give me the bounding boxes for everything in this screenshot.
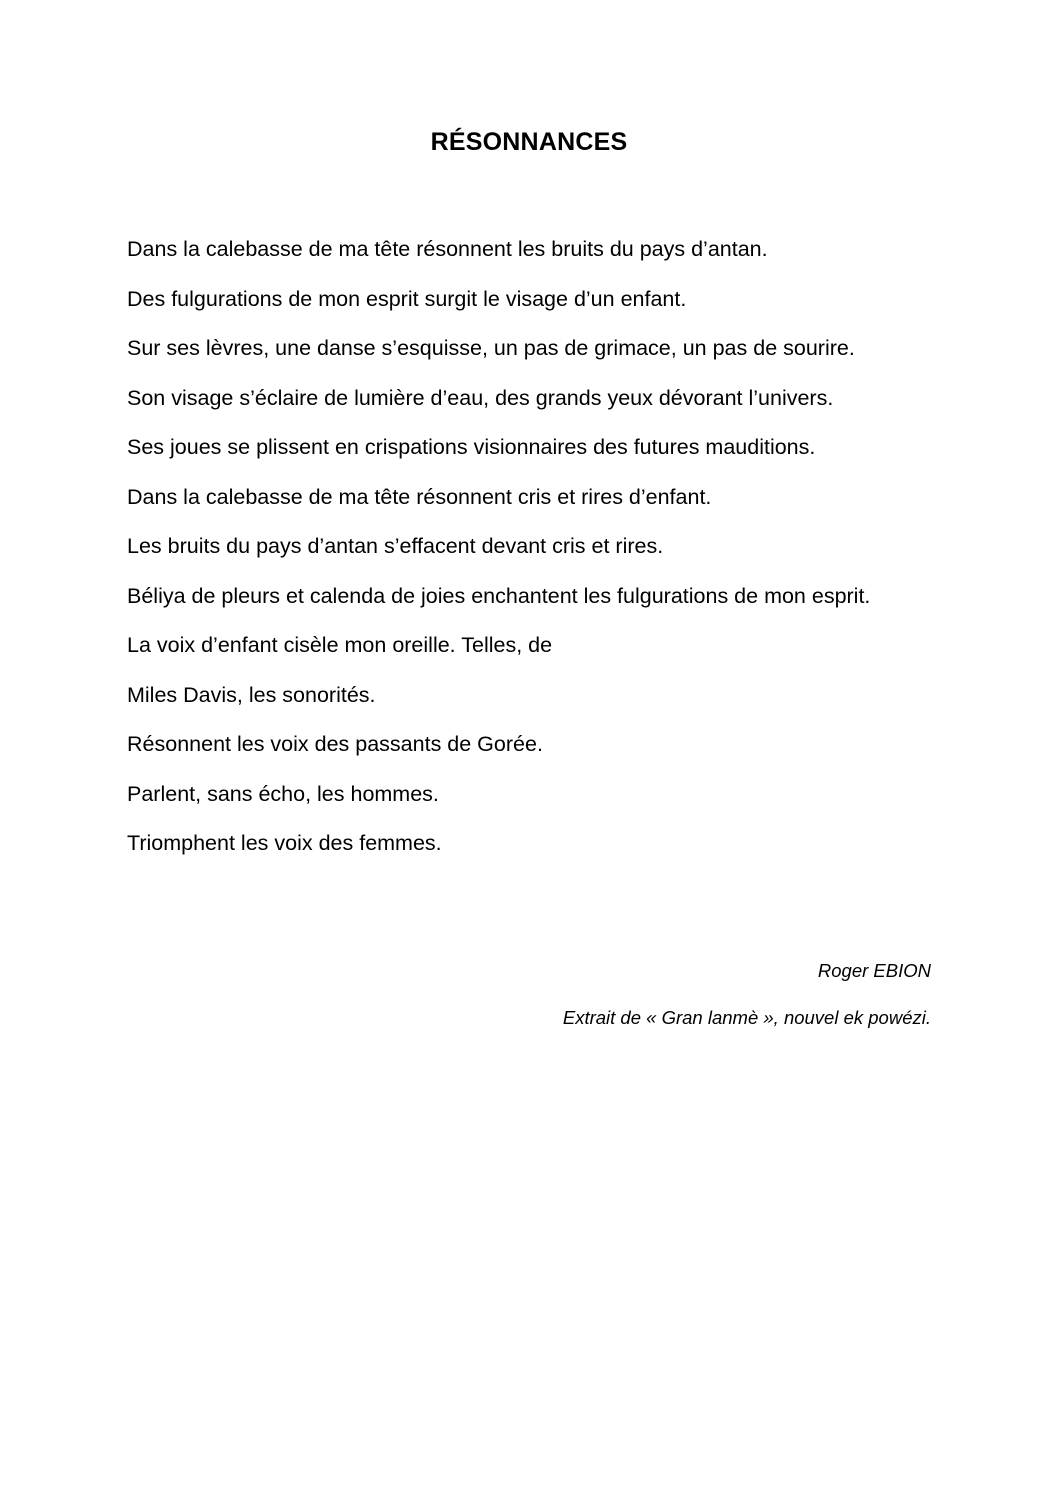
poem-title: RÉSONNANCES bbox=[430, 128, 628, 156]
poem-line: Dans la calebasse de ma tête résonnent les bruits du pays d’antan. bbox=[127, 237, 768, 261]
poem-line: Béliya de pleurs et calenda de joies enchantent les fulgurations de mon esprit. bbox=[127, 583, 871, 608]
poem-line: Parlent, sans écho, les hommes. bbox=[127, 781, 439, 806]
poem-line: Des fulgurations de mon esprit surgit le visage d’un enfant. bbox=[127, 286, 687, 311]
poem-line: Ses joues se plissent en crispations visionnaires des futures mauditions. bbox=[127, 435, 816, 459]
poem-line: Triomphent les voix des femmes. bbox=[127, 831, 442, 855]
poem-line: Les bruits du pays d’antan s’effacent devant cris et rires. bbox=[127, 534, 664, 558]
poem-line: Son visage s’éclaire de lumière d’eau, des grands yeux dévorant l’univers. bbox=[127, 385, 834, 410]
poem-body bbox=[127, 233, 937, 877]
source-citation: Extrait de « Gran lanmè », nouvel ek powézi. bbox=[562, 1007, 931, 1028]
poem-line: Miles Davis, les sonorités. bbox=[127, 682, 376, 707]
poem-line: La voix d’enfant cisèle mon oreille. Telles, de bbox=[127, 633, 553, 657]
poem-line: Résonnent les voix des passants de Gorée. bbox=[127, 732, 543, 756]
poem-line: Dans la calebasse de ma tête résonnent cris et rires d’enfant. bbox=[127, 484, 712, 509]
author-name: Roger EBION bbox=[817, 960, 931, 981]
poem-line: Sur ses lèvres, une danse s’esquisse, un pas de grimace, un pas de sourire. bbox=[127, 336, 855, 360]
